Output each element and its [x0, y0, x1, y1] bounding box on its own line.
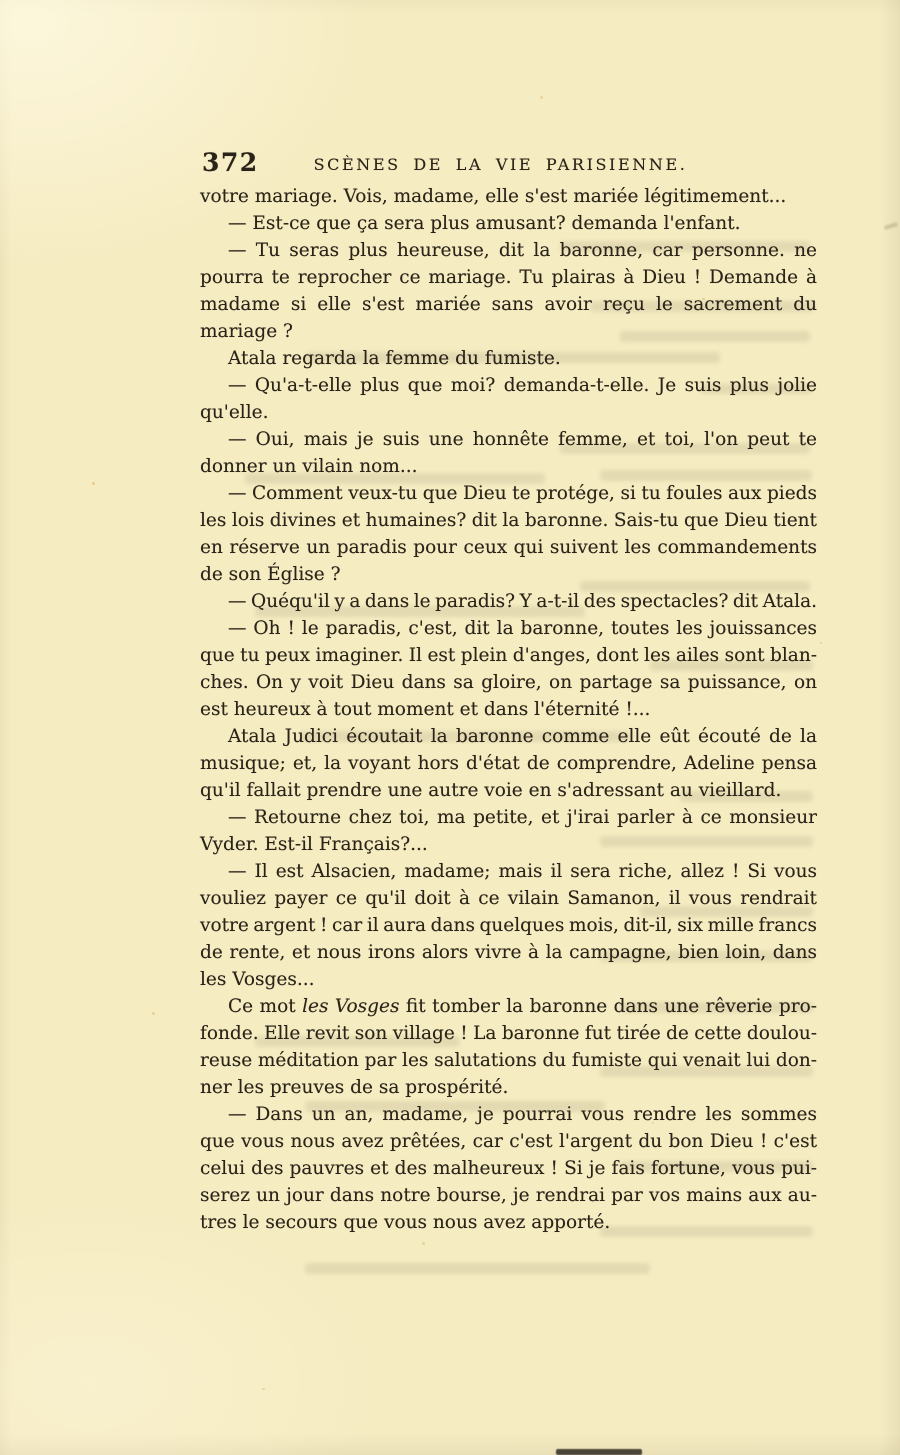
text-line: Vyder. Est-il Français?...: [200, 834, 428, 855]
text-line: madame si elle s'est mariée sans avoir reçu le sacrement du: [200, 294, 817, 315]
text-line: ches. On y voit Dieu dans sa gloire, on partage sa puissance, on: [200, 672, 817, 693]
text-block: [200, 183, 817, 1236]
show-through-smudge: [305, 1263, 650, 1274]
text-line: — Comment veux-tu que Dieu te protége, si tu foules aux pieds: [228, 483, 817, 504]
paper-speck: [152, 1012, 155, 1015]
text-line: — Oui, mais je suis une honnête femme, et toi, l'on peut te: [228, 429, 817, 450]
text-line: Atala Judici écoutait la baronne comme elle eût écouté de la: [228, 726, 817, 747]
text-line: — Dans un an, madame, je pourrai vous rendre les sommes: [228, 1104, 817, 1125]
text-line: en réserve un paradis pour ceux qui suivent les commandements: [200, 537, 817, 558]
text-line: Ce mot les Vosges fit tomber la baronne dans une rêverie pro-: [228, 996, 817, 1017]
text-line: — Oh ! le paradis, c'est, dit la baronne, toutes les jouissances: [228, 618, 817, 639]
text-line: les Vosges...: [200, 969, 315, 990]
text-line: que vous nous avez prêtées, car c'est l'argent du bon Dieu ! c'est: [200, 1131, 817, 1152]
text-line: que tu peux imaginer. Il est plein d'anges, dont les ailes sont blan-: [200, 645, 817, 666]
text-line: de son Église ?: [200, 564, 341, 585]
text-line: vouliez payer ce qu'il doit à ce vilain Samanon, il vous rendrait: [200, 888, 817, 909]
text-line: est heureux à tout moment et dans l'éternité !...: [200, 699, 651, 720]
text-line: de rente, et nous irons alors vivre à la campagne, bien loin, dans: [200, 942, 817, 963]
text-line: — Il est Alsacien, madame; mais il sera riche, allez ! Si vous: [228, 861, 817, 882]
paper-speck: [262, 1388, 265, 1390]
text-line: fonde. Elle revit son village ! La baronne fut tirée de cette doulou-: [200, 1023, 817, 1044]
text-line: celui des pauvres et des malheureux ! Si je fais fortune, vous pui-: [200, 1158, 817, 1179]
text-line: musique; et, la voyant hors d'état de comprendre, Adeline pensa: [200, 753, 817, 774]
text-line: — Quéqu'il y a dans le paradis? Y a-t-il des spectacles? dit Atala.: [228, 591, 817, 612]
paper-speck: [422, 1242, 425, 1245]
text-line: votre argent ! car il aura dans quelques mois, dit-il, six mille francs: [200, 915, 817, 936]
text-line: mariage ?: [200, 321, 293, 342]
text-line: donner un vilain nom...: [200, 456, 418, 477]
text-line: — Est-ce que ça sera plus amusant? demanda l'enfant.: [228, 213, 741, 234]
text-line: qu'il fallait prendre une autre voie en s'adressant au vieillard.: [200, 780, 782, 801]
text-line: tres le secours que vous nous avez apporté.: [200, 1212, 611, 1233]
text-line: ner les preuves de sa prospérité.: [200, 1077, 509, 1098]
text-line: Atala regarda la femme du fumiste.: [228, 348, 561, 369]
text-line: reuse méditation par les salutations du fumiste qui venait lui don-: [200, 1050, 817, 1071]
page-number: 372: [202, 148, 259, 177]
paper-speck: [540, 96, 543, 99]
page-header: [200, 148, 817, 182]
text-line: qu'elle.: [200, 402, 269, 423]
text-line: serez un jour dans notre bourse, je rendrai par vos mains aux au-: [200, 1185, 817, 1206]
text-line: les lois divines et humaines? dit la baronne. Sais-tu que Dieu tient: [200, 510, 817, 531]
running-head: SCÈNES DE LA VIE PARISIENNE.: [313, 155, 688, 174]
text-line: — Retourne chez toi, ma petite, et j'irai parler à ce monsieur: [228, 807, 817, 828]
edge-smudge: [884, 222, 899, 230]
text-line: pourra te reprocher ce mariage. Tu plairas à Dieu ! Demande à: [200, 267, 817, 288]
paper-speck: [820, 642, 822, 644]
text-line: — Tu seras plus heureuse, dit la baronne, car personne. ne: [228, 240, 817, 261]
text-line: — Qu'a-t-elle plus que moi? demanda-t-elle. Je suis plus jolie: [228, 375, 817, 396]
paper-speck: [92, 482, 95, 485]
text-line: votre mariage. Vois, madame, elle s'est mariée légitimement...: [200, 186, 787, 207]
bottom-edge-mark: [556, 1449, 642, 1455]
